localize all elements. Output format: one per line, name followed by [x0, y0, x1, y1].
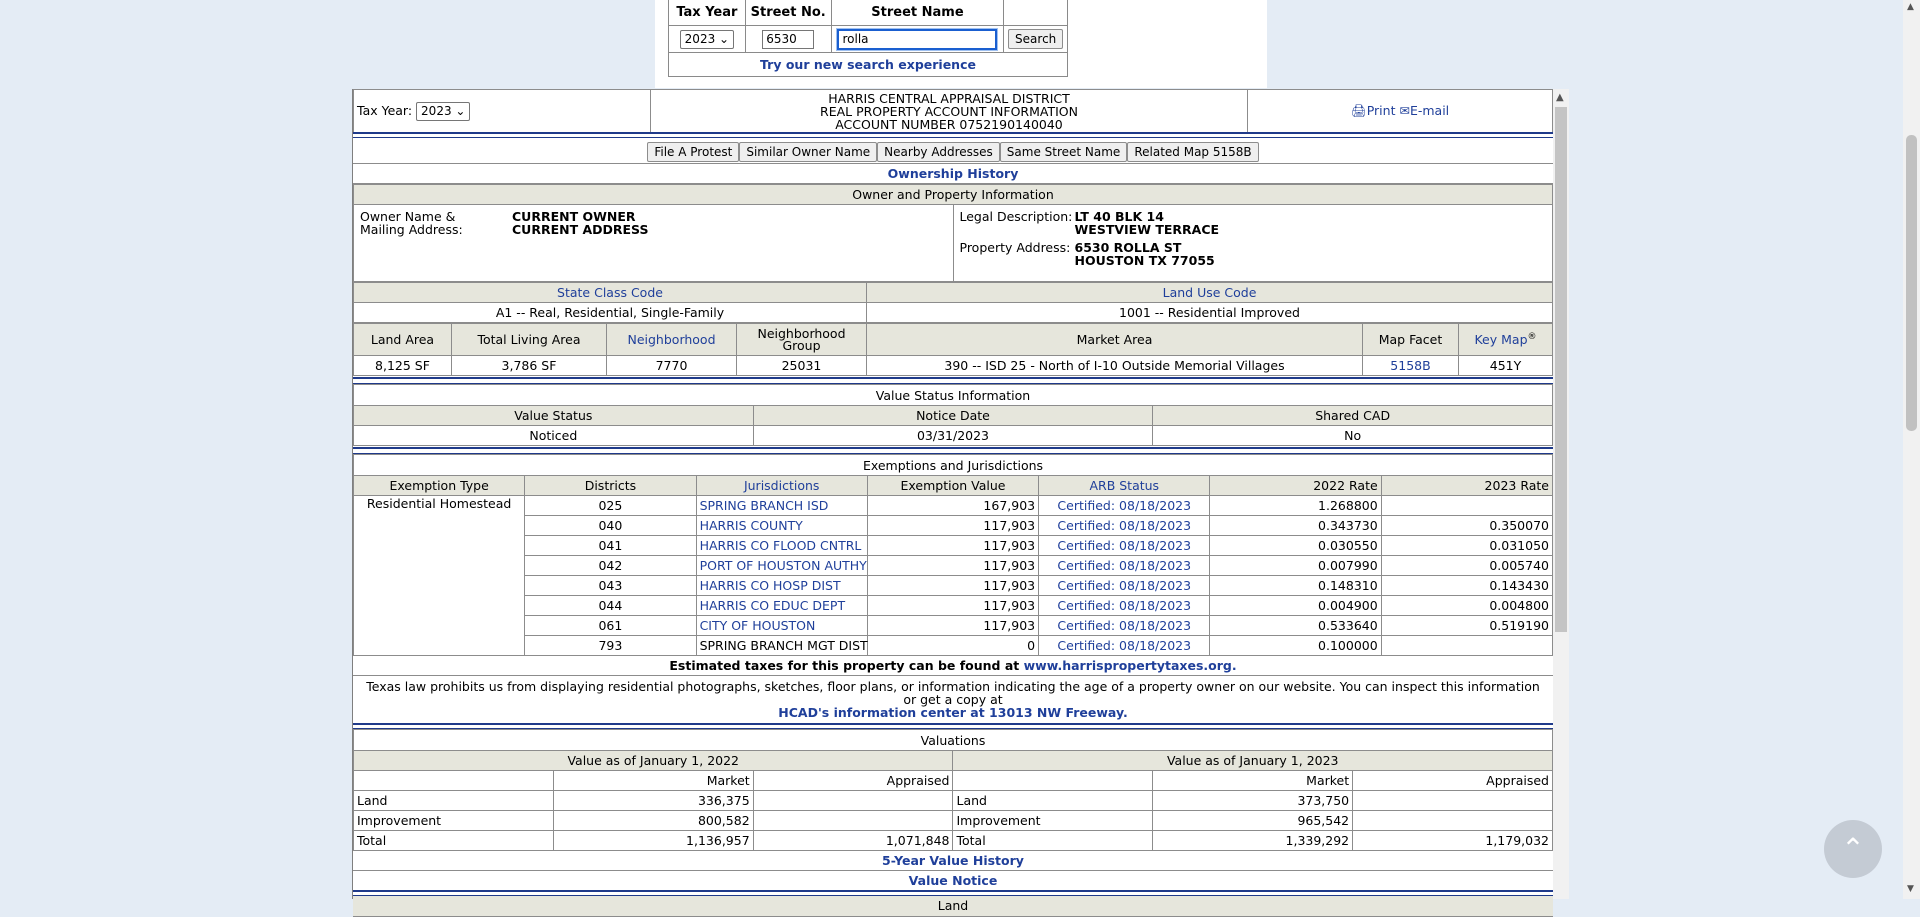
- valuation-label-2022: Improvement: [354, 811, 554, 831]
- exemption-type-header: Exemption Type: [354, 476, 525, 496]
- neighborhood-value: 7770: [607, 356, 737, 376]
- market-2022-value: 1,136,957: [553, 831, 753, 851]
- jurisdiction-link[interactable]: HARRIS CO HOSP DIST: [699, 578, 841, 593]
- land-area-header: Land Area: [354, 324, 452, 356]
- rate-2022: 0.148310: [1210, 576, 1381, 596]
- value-history-link[interactable]: 5-Year Value History: [882, 853, 1024, 868]
- file-protest-button[interactable]: File A Protest: [647, 142, 739, 162]
- jurisdiction-link[interactable]: HARRIS CO EDUC DEPT: [699, 598, 846, 613]
- rate-2023-header: 2023 Rate: [1381, 476, 1552, 496]
- exemption-row: [354, 576, 1553, 596]
- jurisdiction-link[interactable]: SPRING BRANCH ISD: [699, 498, 829, 513]
- property-address-label: Property Address:: [959, 240, 1071, 255]
- exemption-value: 117,903: [867, 536, 1038, 556]
- jurisdiction-name: SPRING BRANCH MGT DIST: [696, 636, 867, 656]
- back-to-top-button[interactable]: [1824, 820, 1882, 878]
- owner-address: CURRENT ADDRESS: [512, 222, 649, 237]
- neighborhood-group-header: Neighborhood Group: [737, 324, 867, 356]
- state-class-value: A1 -- Real, Residential, Single-Family: [354, 303, 867, 323]
- rate-2022: 0.100000: [1210, 636, 1381, 656]
- street-no-header: Street No.: [745, 0, 831, 26]
- ownership-history-link[interactable]: Ownership History: [887, 166, 1019, 181]
- appraised-2023-value: 1,179,032: [1353, 831, 1553, 851]
- legal-label: Legal Description:: [959, 209, 1073, 224]
- page-scroll-thumb[interactable]: [1906, 135, 1917, 431]
- action-button-bar: [353, 138, 1553, 164]
- search-panel: [655, 0, 1267, 88]
- land-section-title: Land: [353, 896, 1553, 917]
- appraised-2023-header: Appraised: [1353, 771, 1553, 791]
- land-area-value: 8,125 SF: [354, 356, 452, 376]
- rate-2023: 0.519190: [1381, 616, 1552, 636]
- exemption-value: 117,903: [867, 516, 1038, 536]
- exemption-value: 167,903: [867, 496, 1038, 516]
- exemptions-table: [353, 454, 1553, 656]
- exemption-row: [354, 556, 1553, 576]
- estimated-taxes-line: Estimated taxes for this property can be found at www.harrispropertytaxes.org.: [353, 656, 1553, 676]
- property-address-1: 6530 ROLLA ST: [1074, 240, 1182, 255]
- value-status-header: Value Status: [354, 406, 754, 426]
- new-search-link[interactable]: Try our new search experience: [760, 57, 976, 73]
- map-facet-link[interactable]: 5158B: [1390, 358, 1431, 373]
- jurisdiction-link[interactable]: PORT OF HOUSTON AUTHY: [699, 558, 867, 573]
- rate-2022: 0.004900: [1210, 596, 1381, 616]
- record-scroll-thumb[interactable]: [1555, 107, 1567, 632]
- rate-2023: 0.004800: [1381, 596, 1552, 616]
- record-header: [353, 89, 1553, 132]
- account-number: ACCOUNT NUMBER 0752190140040: [835, 116, 1063, 132]
- valuation-label-2022: Total: [354, 831, 554, 851]
- market-2023-value: 1,339,292: [1153, 831, 1353, 851]
- email-link[interactable]: ✉E-mail: [1399, 103, 1450, 118]
- land-use-link[interactable]: Land Use Code: [1162, 285, 1257, 300]
- arb-status-link[interactable]: Certified: 08/18/2023: [1057, 498, 1192, 513]
- exemption-row: [354, 636, 1553, 656]
- market-2023-value: 965,542: [1153, 811, 1353, 831]
- page-scroll-up-icon[interactable]: ▲: [1907, 2, 1914, 12]
- rate-2023: 0.031050: [1381, 536, 1552, 556]
- record-subtitle: REAL PROPERTY ACCOUNT INFORMATION: [820, 103, 1078, 119]
- exemption-row: [354, 516, 1553, 536]
- valuation-row: [354, 791, 1553, 811]
- rate-2023: [1381, 636, 1552, 656]
- market-area-value: 390 -- ISD 25 - North of I-10 Outside Memorial Villages: [867, 356, 1363, 376]
- rate-2022: 0.533640: [1210, 616, 1381, 636]
- arb-status-link[interactable]: Certified: 08/18/2023: [1057, 558, 1192, 573]
- arb-status-link[interactable]: Certified: 08/18/2023: [1057, 518, 1192, 533]
- appraised-2022-header: Appraised: [753, 771, 953, 791]
- value-status-title: Value Status Information: [354, 385, 1553, 406]
- owner-label: Owner Name &: [360, 209, 456, 224]
- valuations-title: Valuations: [354, 730, 1553, 751]
- exemption-row: [354, 616, 1553, 636]
- property-address-2: HOUSTON TX 77055: [1074, 253, 1215, 268]
- search-header-empty: [1004, 0, 1068, 26]
- street-name-header: Street Name: [831, 0, 1004, 26]
- valuation-row: [354, 811, 1553, 831]
- exemption-row: [354, 536, 1553, 556]
- valuation-row: [354, 831, 1553, 851]
- value-2022-header: Value as of January 1, 2022: [354, 751, 953, 771]
- jurisdictions-link[interactable]: Jurisdictions: [743, 478, 820, 493]
- exemption-value-header: Exemption Value: [867, 476, 1038, 496]
- owner-name: CURRENT OWNER: [512, 209, 636, 224]
- tax-year-header: Tax Year: [669, 0, 746, 26]
- record-tax-year-select[interactable]: 2023 ⌄: [416, 102, 470, 121]
- neighborhood-group-value: 25031: [737, 356, 867, 376]
- value-status-value: Noticed: [354, 426, 754, 446]
- land-use-value: 1001 -- Residential Improved: [867, 303, 1553, 323]
- tax-year-select[interactable]: 2023 ⌄: [680, 30, 734, 49]
- valuation-label-2023: Land: [953, 791, 1153, 811]
- arb-status-link[interactable]: Certified: 08/18/2023: [1057, 638, 1192, 653]
- district-code: 042: [525, 556, 696, 576]
- chevron-up-icon: ⌃: [1841, 832, 1865, 865]
- scroll-up-icon[interactable]: ▲: [1556, 92, 1564, 103]
- jurisdiction-link[interactable]: HARRIS CO FLOOD CNTRL: [699, 538, 862, 553]
- valuations-table: [353, 729, 1553, 851]
- exemptions-title: Exemptions and Jurisdictions: [354, 455, 1553, 476]
- district-code: 044: [525, 596, 696, 616]
- district-code: 041: [525, 536, 696, 556]
- rate-2023: [1381, 496, 1552, 516]
- mailing-label: Mailing Address:: [360, 222, 463, 237]
- market-area-header: Market Area: [867, 324, 1363, 356]
- key-map-link[interactable]: Key Map®: [1474, 331, 1537, 348]
- notice-date-value: 03/31/2023: [753, 426, 1153, 446]
- print-link[interactable]: 🖨Print: [1350, 103, 1396, 118]
- nearby-addresses-button[interactable]: Nearby Addresses: [877, 142, 1000, 162]
- neighborhood-link[interactable]: Neighborhood: [627, 332, 716, 347]
- market-2023-header: Market: [1153, 771, 1353, 791]
- arb-status-link[interactable]: Certified: 08/18/2023: [1057, 598, 1192, 613]
- key-map-value: 451Y: [1459, 356, 1553, 376]
- exemption-value: 0: [867, 636, 1038, 656]
- legal-description-2: WESTVIEW TERRACE: [1074, 222, 1220, 237]
- jurisdiction-link[interactable]: HARRIS COUNTY: [699, 518, 803, 533]
- property-details-table: [353, 323, 1553, 376]
- appraised-2022-value: [753, 811, 953, 831]
- exemption-value: 117,903: [867, 596, 1038, 616]
- envelope-icon: ✉: [1399, 103, 1410, 118]
- same-street-button[interactable]: Same Street Name: [1000, 142, 1128, 162]
- rate-2022: 0.030550: [1210, 536, 1381, 556]
- district-code: 040: [525, 516, 696, 536]
- owner-section-title: Owner and Property Information: [354, 185, 1553, 205]
- district-code: 025: [525, 496, 696, 516]
- market-2022-value: 800,582: [553, 811, 753, 831]
- search-form: [668, 0, 1068, 77]
- similar-owner-button[interactable]: Similar Owner Name: [739, 142, 877, 162]
- shared-cad-value: No: [1153, 426, 1553, 446]
- district-code: 043: [525, 576, 696, 596]
- rate-2022: 0.343730: [1210, 516, 1381, 536]
- notice-date-header: Notice Date: [753, 406, 1153, 426]
- street-no-input[interactable]: 6530: [762, 30, 814, 49]
- valuation-label-2023: Improvement: [953, 811, 1153, 831]
- living-area-value: 3,786 SF: [452, 356, 607, 376]
- rate-2022: 0.007990: [1210, 556, 1381, 576]
- rate-2023: 0.143430: [1381, 576, 1552, 596]
- district-code: 061: [525, 616, 696, 636]
- exemption-row: [354, 496, 1553, 516]
- state-class-link[interactable]: State Class Code: [557, 285, 663, 300]
- market-2022-header: Market: [553, 771, 753, 791]
- living-area-header: Total Living Area: [452, 324, 607, 356]
- appraised-2023-value: [1353, 811, 1553, 831]
- street-name-input[interactable]: rolla: [837, 29, 997, 50]
- legal-description-1: LT 40 BLK 14: [1074, 209, 1164, 224]
- tax-year-label: Tax Year:: [357, 102, 413, 118]
- shared-cad-header: Shared CAD: [1153, 406, 1553, 426]
- owner-property-table: [353, 184, 1553, 282]
- arb-status-link[interactable]: Certified: 08/18/2023: [1057, 578, 1192, 593]
- record-scrollbar[interactable]: [1553, 89, 1569, 899]
- page-scrollbar[interactable]: [1903, 0, 1920, 899]
- exemption-value: 117,903: [867, 556, 1038, 576]
- related-map-button[interactable]: Related Map 5158B: [1127, 142, 1258, 162]
- rate-2022-header: 2022 Rate: [1210, 476, 1381, 496]
- class-codes-table: [353, 282, 1553, 323]
- rate-2023: 0.005740: [1381, 556, 1552, 576]
- rate-2022: 1.268800: [1210, 496, 1381, 516]
- value-2023-header: Value as of January 1, 2023: [953, 751, 1553, 771]
- district-code: 793: [525, 636, 696, 656]
- appraised-2022-value: 1,071,848: [753, 831, 953, 851]
- map-facet-header: Map Facet: [1363, 324, 1459, 356]
- appraised-2023-value: [1353, 791, 1553, 811]
- exemption-row: [354, 596, 1553, 616]
- page-scroll-down-icon[interactable]: ▼: [1907, 884, 1914, 894]
- property-record: [352, 89, 1554, 913]
- tax-site-link[interactable]: www.harrispropertytaxes.org.: [1023, 658, 1237, 673]
- exemption-type-value: Residential Homestead: [354, 496, 525, 656]
- appraised-2022-value: [753, 791, 953, 811]
- arb-status-link[interactable]: ARB Status: [1089, 478, 1160, 493]
- jurisdiction-link[interactable]: CITY OF HOUSTON: [699, 618, 816, 633]
- arb-status-link[interactable]: Certified: 08/18/2023: [1057, 538, 1192, 553]
- district-title: HARRIS CENTRAL APPRAISAL DISTRICT: [828, 90, 1070, 106]
- exemption-value: 117,903: [867, 576, 1038, 596]
- privacy-notice: Texas law prohibits us from displaying residential photographs, sketches, floor plans, or information indicating the age of a property owner on our website. You can inspect this information or get a copy at HCAD's information center at 13013 NW Freeway.: [353, 676, 1553, 725]
- valuation-label-2023: Total: [953, 831, 1153, 851]
- exemption-value: 117,903: [867, 616, 1038, 636]
- market-2023-value: 373,750: [1153, 791, 1353, 811]
- arb-status-link[interactable]: Certified: 08/18/2023: [1057, 618, 1192, 633]
- value-notice-link[interactable]: Value Notice: [908, 873, 998, 888]
- rate-2023: 0.350070: [1381, 516, 1552, 536]
- valuation-label-2022: Land: [354, 791, 554, 811]
- printer-icon: 🖨: [1350, 103, 1367, 118]
- info-center-link[interactable]: HCAD's information center at 13013 NW Freeway.: [778, 705, 1128, 720]
- search-button[interactable]: Search: [1008, 29, 1063, 49]
- market-2022-value: 336,375: [553, 791, 753, 811]
- value-status-table: [353, 384, 1553, 446]
- districts-header: Districts: [525, 476, 696, 496]
